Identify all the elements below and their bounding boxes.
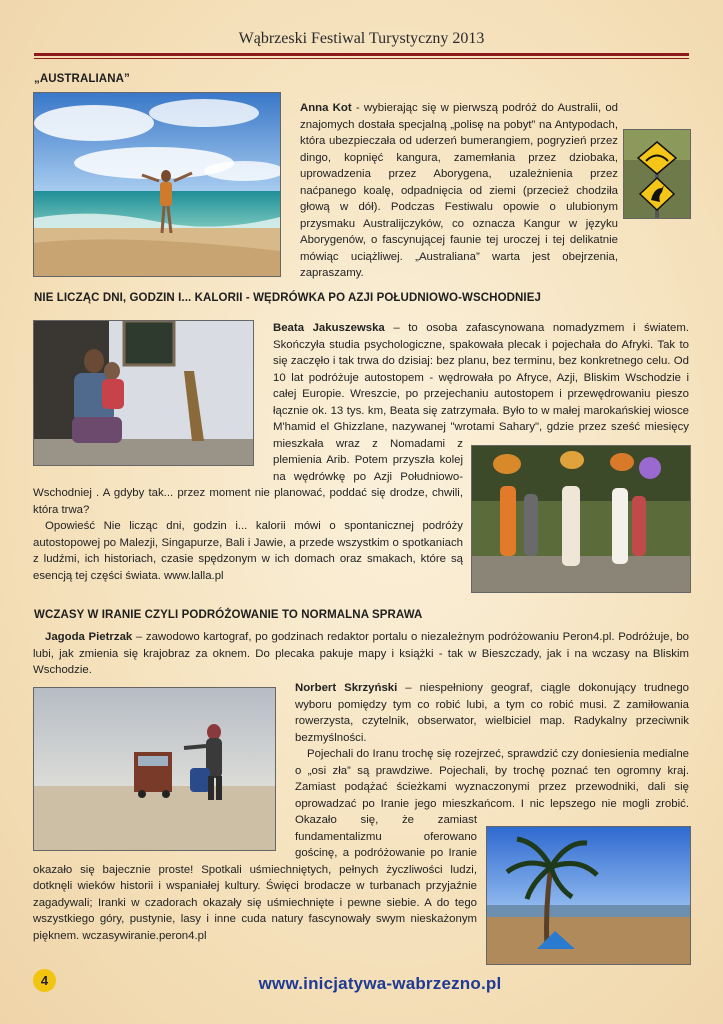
- person-name-norbert-skrzynski: Norbert Skrzyński: [295, 682, 398, 694]
- section-heading-australiana: „AUSTRALIANA”: [34, 73, 130, 85]
- page-number: 4: [33, 969, 56, 992]
- kangaroo-road-sign-photo: [623, 129, 691, 219]
- section1-body-a: [300, 100, 618, 282]
- section-heading-iran: WCZASY W IRANIE CZYLI PODRÓŻOWANIE TO NORMALNA SPRAWA: [34, 609, 423, 621]
- person-name-jagoda-pietrzak: Jagoda Pietrzak: [45, 631, 133, 643]
- section-heading-asia: NIE LICZĄC DNI, GODZIN I... KALORII - WĘDRÓWKA PO AZJI POŁUDNIOWO-WSCHODNIEJ: [34, 292, 541, 304]
- page-header-title: Wąbrzeski Festiwal Turystyczny 2013: [238, 30, 485, 47]
- section3-intro: [33, 629, 689, 679]
- person-name-beata-jakuszewska: Beata Jakuszewska: [273, 322, 385, 334]
- person-name-anna-kot: Anna Kot: [300, 102, 352, 114]
- beach-photo: [33, 92, 281, 277]
- footer-website-link[interactable]: www.inicjatywa-wabrzezno.pl: [258, 974, 502, 993]
- section3-text2: – niespełniony geograf, ciągle dokonujący trudnego wyboru pomiędzy tym co robić lubi, a tym co robić musi. Z zamiłowania rowerzysta, czytelnik, obserwator, wielbiciel map. Radykalny przeciwnik bezmyślności.: [295, 682, 689, 744]
- section2-text2: Opowieść Nie licząc dni, godzin i... kalorii mówi o spontanicznej podróży autostopowej po Malezji, Singapurze, Bali i Jawie, a przede wszystkim o spotkaniach z ludźmi, ich historiach, czasie spędzonym w ich domach oraz smakach, które są esencją tej części świata. www.lalla.pl: [33, 520, 463, 582]
- section1-text: - wybierając się w pierwszą podróż do Australii, od znajomych dostała specjalną „polisę na pobyt” na Antypodach, która ubezpieczała od uderzeń bumerangiem, pogryzień przez dingo, kopnięć kangura, zamemłania przez dziobaka, uprowadzenia przez Aborygena, uzależnienia przez naćpanego koalę, odpadnięcia od ziemi (przecież chodziła głową w dół). Podczas Festiwalu opowie o ulubionym przysmaku Australijczyków, co oznacza Kangur w języku Aborygenów, o fascynującej faunie tej uroczej i tej delikatnie mówiąc uciążliwej. „Australiana” warta jest obejrzenia, zapraszamy.: [300, 102, 618, 279]
- header-rule-thin: [34, 58, 689, 59]
- section3-text1: – zawodowo kartograf, po godzinach redaktor portalu o niezależnym podróżowaniu Peron4.pl. Podróżuje, bo lubi, jak zmienia się krajobraz za oknem. Do plecaka pakuje mapy i książki - tak w Bieszczady, jak i na wczasy na Bliskim Wschodzie.: [33, 631, 689, 676]
- section3-text3: Pojechali do Iranu trochę się rozejrzeć, sprawdzić czy doniesienia medialne o „osi zła” są prawdziwe. Pojechali, by trochę poznać ten ogromny kraj. Zamiast podążać ścieżkami wyznaczonymi przez przewodniki, dali się oprowadzać po Iranie jego mieszkańcom. I nic lepszego nie mogli zrobić. Okazało się, że zamiast fundamentalizmu oferowano gościnę, a podróżowanie po Iranie okazało się bajecznie proste! Spotkali uśmiechniętych, pełnych życzliwości ludzi, dotknęli wieków historii i wspaniałej kultury. Święci brodacze w turbanach przyjaźnie zagadywali; Iranki w czadorach okazały się uśmiechnięte i pewne siebie. A do tego wszystkiego góry, pustynie, lasy i inne cuda natury fascynowały swym nieskażonym pięknem. wczasywiranie.peron4.pl: [33, 748, 689, 942]
- section3-body: [33, 680, 689, 972]
- header-rule: [34, 53, 689, 56]
- section2-text: – to osoba zafascynowana nomadyzmem i światem. Skończyła studia psychologiczne, spakowała plecak i pojechała do Afryki. Tak to się zaczęło i tak trwa do dzisiaj: bez planu, bez terminu, bez konkretnego celu. Od 10 lat podróżuje autostopem - wędrowała po Afryce, Azji, Bliskim Wschodzie i całej Europie. Wreszcie, po przejechaniu autostopem i przewędrowaniu pieszo łącznie ok. 13 tys. km, Beata się zatrzymała. Było to w małej marokańskiej wiosce M'hamid el Ghizzlane, nazywanej "wrotami Sahary", gdzie przez sześć miesięcy mieszkała wraz z Nomadami z plemienia Arib. Potem przyszła kolej na wędrówkę po Azji Południowo-Wschodniej . A gdyby tak... przez moment nie planować, poddać się drodze, chwili, która trwa?: [33, 322, 689, 516]
